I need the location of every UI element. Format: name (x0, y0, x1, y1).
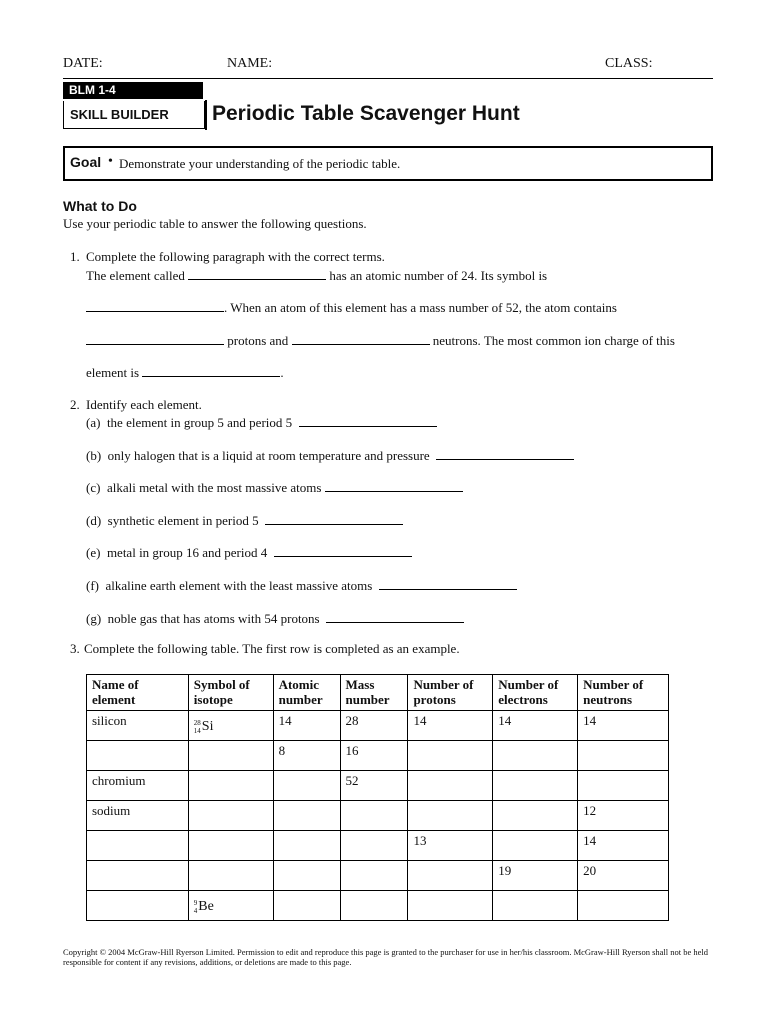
blank-ion-charge[interactable] (142, 363, 280, 377)
table-cell-protons[interactable] (408, 861, 493, 891)
blm-label: BLM 1-4 (63, 82, 203, 99)
table-cell-protons[interactable] (408, 891, 493, 921)
table-cell-atomic[interactable] (273, 891, 340, 921)
table-cell-protons[interactable]: 13 (408, 831, 493, 861)
q2-item-b: (b) only halogen that is a liquid at room temperature and pressure (86, 446, 574, 464)
table-row (87, 891, 669, 921)
col-header: Name of element (87, 675, 189, 711)
table-cell-atomic[interactable] (273, 771, 340, 801)
q2-item-e: (e) metal in group 16 and period 4 (86, 543, 412, 561)
class-label: CLASS: (605, 56, 653, 71)
table-cell-mass[interactable]: 16 (340, 741, 408, 771)
table-cell-electrons[interactable] (493, 891, 578, 921)
q3-intro: Complete the following table. The first row is completed as an example. (84, 641, 460, 656)
table-cell-protons[interactable] (408, 771, 493, 801)
table-row (87, 801, 669, 831)
name-label: NAME: (227, 56, 273, 71)
table-row (87, 711, 669, 741)
answer-blank[interactable] (325, 478, 463, 492)
table-cell-mass[interactable] (340, 801, 408, 831)
q1-intro: Complete the following paragraph with the correct terms. (86, 249, 385, 264)
answer-blank[interactable] (265, 511, 403, 525)
table-row (87, 741, 669, 771)
table-cell-name[interactable]: chromium (87, 771, 189, 801)
q1-line-2: . When an atom of this element has a mass number of 52, the atom contains (86, 298, 617, 316)
table-cell-protons[interactable] (408, 741, 493, 771)
answer-blank[interactable] (379, 576, 517, 590)
q3-number: 3. (70, 641, 80, 656)
table-cell-name[interactable]: silicon (87, 711, 189, 741)
col-header: Number of protons (408, 675, 493, 711)
table-header-row (87, 675, 669, 711)
page-title: Periodic Table Scavenger Hunt (212, 102, 520, 125)
q1-line-4: element is . (86, 365, 284, 380)
table-row (87, 831, 669, 861)
table-cell-atomic[interactable] (273, 861, 340, 891)
table-cell-neutrons[interactable] (578, 741, 669, 771)
what-to-do-text: Use your periodic table to answer the following questions. (63, 216, 367, 231)
col-header: Number of electrons (493, 675, 578, 711)
header-row (63, 56, 713, 79)
col-header: Mass number (340, 675, 408, 711)
isotope-symbol: 28 14 Si (193, 719, 214, 735)
goal-label: Goal (70, 154, 102, 170)
table-row (87, 861, 669, 891)
blank-protons[interactable] (86, 331, 224, 345)
table-cell-name[interactable] (87, 891, 189, 921)
table-cell-electrons[interactable]: 19 (493, 861, 578, 891)
table-cell-atomic[interactable] (273, 801, 340, 831)
table-cell-iso[interactable] (188, 771, 273, 801)
blank-element-name[interactable] (188, 266, 326, 280)
isotope-symbol: 9 4 Be (193, 899, 214, 915)
table-cell-electrons[interactable]: 14 (493, 711, 578, 741)
goal-bullet: • (108, 154, 113, 169)
table-cell-atomic[interactable]: 14 (273, 711, 340, 741)
q2-item-a: (a) the element in group 5 and period 5 (86, 413, 437, 431)
table-cell-atomic[interactable] (273, 831, 340, 861)
q2-item-g: (g) noble gas that has atoms with 54 protons (86, 609, 464, 627)
q2-number: 2. (70, 397, 80, 412)
answer-blank[interactable] (299, 413, 437, 427)
col-header: Atomic number (273, 675, 340, 711)
goal-text: Demonstrate your understanding of the periodic table. (119, 156, 401, 171)
q1-line-3: protons and neutrons. The most common ion charge of this (86, 331, 675, 349)
copyright-footer: Copyright © 2004 McGraw-Hill Ryerson Limited. Permission to edit and reproduce this page is granted to the purchaser for use in her/his classroom. McGraw-Hill Ryerson shall not be held responsible for content if any revisions, additions, or deletions are made to this page. (63, 947, 709, 967)
table-cell-protons[interactable] (408, 801, 493, 831)
table-cell-mass[interactable]: 28 (340, 711, 408, 741)
table-cell-neutrons[interactable]: 20 (578, 861, 669, 891)
blank-neutrons[interactable] (292, 331, 430, 345)
table-cell-iso[interactable] (188, 741, 273, 771)
table-row (87, 771, 669, 801)
q2-item-f: (f) alkaline earth element with the least massive atoms (86, 576, 517, 594)
date-label: DATE: (63, 56, 103, 71)
table-cell-mass[interactable] (340, 831, 408, 861)
element-table (86, 674, 669, 921)
answer-blank[interactable] (436, 446, 574, 460)
col-header: Number of neutrons (578, 675, 669, 711)
table-cell-iso[interactable] (188, 711, 273, 741)
table-cell-mass[interactable] (340, 891, 408, 921)
table-cell-mass[interactable]: 52 (340, 771, 408, 801)
table-cell-electrons[interactable] (493, 771, 578, 801)
q1-line-1: The element called has an atomic number of 24. Its symbol is (86, 268, 548, 283)
table-cell-iso[interactable] (188, 801, 273, 831)
table-cell-iso[interactable] (188, 891, 273, 921)
answer-blank[interactable] (326, 609, 464, 623)
what-to-do-heading: What to Do (63, 198, 137, 214)
table-cell-electrons[interactable] (493, 801, 578, 831)
table-cell-atomic[interactable]: 8 (273, 741, 340, 771)
table-cell-neutrons[interactable]: 14 (578, 831, 669, 861)
table-cell-neutrons[interactable]: 12 (578, 801, 669, 831)
q2-intro: Identify each element. (86, 397, 202, 412)
table-cell-neutrons[interactable] (578, 771, 669, 801)
table-cell-name[interactable] (87, 831, 189, 861)
table-cell-neutrons[interactable] (578, 891, 669, 921)
skill-builder-label: SKILL BUILDER (63, 101, 205, 129)
table-cell-protons[interactable]: 14 (408, 711, 493, 741)
table-cell-electrons[interactable] (493, 741, 578, 771)
q2-item-c: (c) alkali metal with the most massive atoms (86, 478, 463, 496)
table-cell-electrons[interactable] (493, 831, 578, 861)
table-cell-name[interactable] (87, 861, 189, 891)
table-cell-name[interactable]: sodium (87, 801, 189, 831)
col-header: Symbol of isotope (188, 675, 273, 711)
q2-item-d: (d) synthetic element in period 5 (86, 511, 403, 529)
table-cell-iso[interactable] (188, 831, 273, 861)
answer-blank[interactable] (274, 543, 412, 557)
q1-number: 1. (70, 249, 80, 264)
table-cell-neutrons[interactable]: 14 (578, 711, 669, 741)
blank-symbol[interactable] (86, 298, 224, 312)
table-cell-iso[interactable] (188, 861, 273, 891)
table-cell-name[interactable] (87, 741, 189, 771)
table-cell-mass[interactable] (340, 861, 408, 891)
